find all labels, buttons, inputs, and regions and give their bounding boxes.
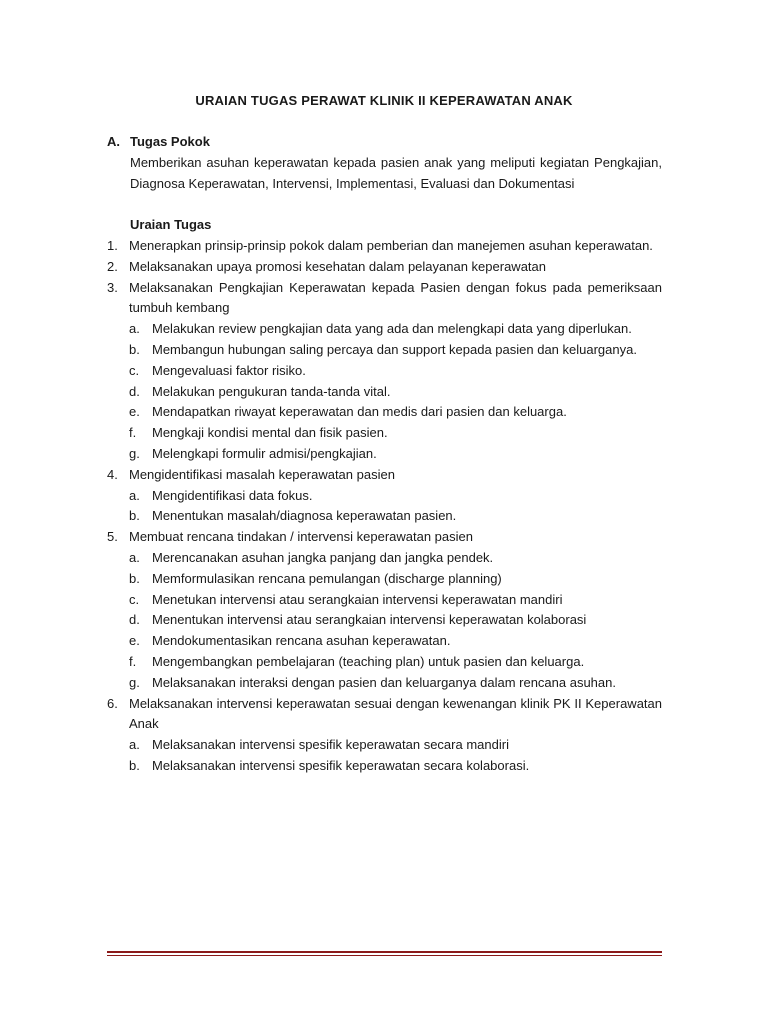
- subitem-letter: d.: [129, 383, 140, 399]
- duty-sublist: [129, 735, 662, 777]
- duty-subitem: [129, 402, 662, 423]
- duty-text: Melaksanakan Pengkajian Keperawatan kepada Pasien dengan fokus pada pemeriksaan tumbuh kembang: [129, 279, 662, 316]
- duty-item: [107, 236, 662, 257]
- subitem-text: Memformulasikan rencana pemulangan (discharge planning): [152, 570, 502, 586]
- subitem-text: Melakukan review pengkajian data yang ada dan melengkapi data yang diperlukan.: [152, 321, 632, 337]
- subitem-text: Menentukan intervensi atau serangkaian intervensi keperawatan kolaborasi: [152, 612, 587, 628]
- duty-item: [107, 257, 662, 278]
- duty-sublist: [129, 486, 662, 528]
- subitem-letter: a.: [129, 549, 140, 565]
- subitem-letter: e.: [129, 404, 140, 420]
- duty-text: Melaksanakan intervensi keperawatan sesuai dengan kewenangan klinik PK II Keperawatan Anak: [129, 695, 662, 732]
- subitem-letter: c.: [129, 362, 140, 378]
- subitem-text: Membangun hubungan saling percaya dan support kepada pasien dan keluarganya.: [152, 341, 637, 357]
- duty-number: 1.: [107, 237, 118, 253]
- subitem-letter: a.: [129, 321, 140, 337]
- section-heading: Tugas Pokok: [130, 134, 210, 149]
- subitem-text: Merencanakan asuhan jangka panjang dan jangka pendek.: [152, 549, 494, 565]
- subitem-letter: a.: [129, 737, 140, 753]
- subitem-text: Mengembangkan pembelajaran (teaching plan) untuk pasien dan keluarga.: [152, 653, 585, 669]
- duty-number: 2.: [107, 258, 118, 274]
- subitem-letter: a.: [129, 487, 140, 503]
- subitem-text: Melaksanakan interaksi dengan pasien dan keluarganya dalam rencana asuhan.: [152, 674, 616, 690]
- subitem-text: Mendapatkan riwayat keperawatan dan medis dari pasien dan keluarga.: [152, 404, 567, 420]
- duty-subitem: [129, 548, 662, 569]
- duty-sublist: [129, 319, 662, 465]
- section-a-heading: [107, 132, 662, 153]
- duty-subitem: [129, 673, 662, 694]
- subitem-text: Mengkaji kondisi mental dan fisik pasien.: [152, 425, 388, 441]
- duty-text: Mengidentifikasi masalah keperawatan pasien: [129, 466, 395, 482]
- duty-text: Membuat rencana tindakan / intervensi keperawatan pasien: [129, 529, 473, 545]
- duty-text: Menerapkan prinsip-prinsip pokok dalam pemberian dan manejemen asuhan keperawatan.: [129, 237, 653, 253]
- subitem-text: Mengidentifikasi data fokus.: [152, 487, 313, 503]
- subitem-letter: b.: [129, 570, 140, 586]
- duty-subitem: [129, 319, 662, 340]
- duty-row: [107, 236, 662, 257]
- duty-item: [107, 527, 662, 693]
- duty-number: 4.: [107, 466, 118, 482]
- duty-subitem: [129, 590, 662, 611]
- subitem-text: Melakukan pengukuran tanda-tanda vital.: [152, 383, 391, 399]
- subitem-text: Mendokumentasikan rencana asuhan keperawatan.: [152, 633, 451, 649]
- subitem-letter: f.: [129, 425, 137, 441]
- duty-subitem: [129, 610, 662, 631]
- subitem-letter: b.: [129, 341, 140, 357]
- page-title: URAIAN TUGAS PERAWAT KLINIK II KEPERAWATAN ANAK: [195, 93, 573, 108]
- duty-number: 5.: [107, 529, 118, 545]
- duty-number: 3.: [107, 279, 118, 295]
- duty-number: 6.: [107, 695, 118, 711]
- duties-list: [107, 236, 662, 777]
- duty-subitem: [129, 652, 662, 673]
- subitem-letter: b.: [129, 757, 140, 773]
- duty-text: Melaksanakan upaya promosi kesehatan dalam pelayanan keperawatan: [129, 258, 546, 274]
- subitem-letter: b.: [129, 508, 140, 524]
- duty-item: [107, 278, 662, 465]
- subitem-letter: f.: [129, 653, 137, 669]
- duty-row: [107, 465, 662, 486]
- duty-row: [107, 694, 662, 736]
- subitem-text: Mengevaluasi faktor risiko.: [152, 362, 306, 378]
- duty-row: [107, 257, 662, 278]
- duty-subitem: [129, 631, 662, 652]
- subitem-text: Melaksanakan intervensi spesifik keperawatan secara kolaborasi.: [152, 757, 530, 773]
- duty-subitem: [129, 486, 662, 507]
- duties-heading: Uraian Tugas: [130, 217, 212, 233]
- duty-item: [107, 694, 662, 777]
- subitem-text: Menetukan intervensi atau serangkaian intervensi keperawatan mandiri: [152, 591, 563, 607]
- duty-subitem: [129, 361, 662, 382]
- duty-item: [107, 465, 662, 527]
- duty-subitem: [129, 423, 662, 444]
- duty-subitem: [129, 506, 662, 527]
- subitem-letter: g.: [129, 674, 140, 690]
- duty-row: [107, 278, 662, 320]
- section-letter: A.: [107, 134, 120, 149]
- duty-subitem: [129, 382, 662, 403]
- subitem-letter: e.: [129, 633, 140, 649]
- duty-subitem: [129, 444, 662, 465]
- footer-rule: [107, 951, 662, 956]
- subitem-letter: c.: [129, 591, 140, 607]
- subitem-text: Melaksanakan intervensi spesifik keperawatan secara mandiri: [152, 737, 509, 753]
- subitem-text: Melengkapi formulir admisi/pengkajian.: [152, 445, 377, 461]
- subitem-letter: d.: [129, 612, 140, 628]
- duty-sublist: [129, 548, 662, 694]
- duty-subitem: [129, 569, 662, 590]
- section-a-body: Memberikan asuhan keperawatan kepada pasien anak yang meliputi kegiatan Pengkajian, Diagnosa Keperawatan, Intervensi, Implementasi, Evaluasi dan Dokumentasi: [130, 154, 662, 191]
- duty-subitem: [129, 756, 662, 777]
- duty-row: [107, 527, 662, 548]
- duty-subitem: [129, 340, 662, 361]
- document-content: [107, 132, 662, 777]
- subitem-letter: g.: [129, 445, 140, 461]
- subitem-text: Menentukan masalah/diagnosa keperawatan pasien.: [152, 508, 457, 524]
- duty-subitem: [129, 735, 662, 756]
